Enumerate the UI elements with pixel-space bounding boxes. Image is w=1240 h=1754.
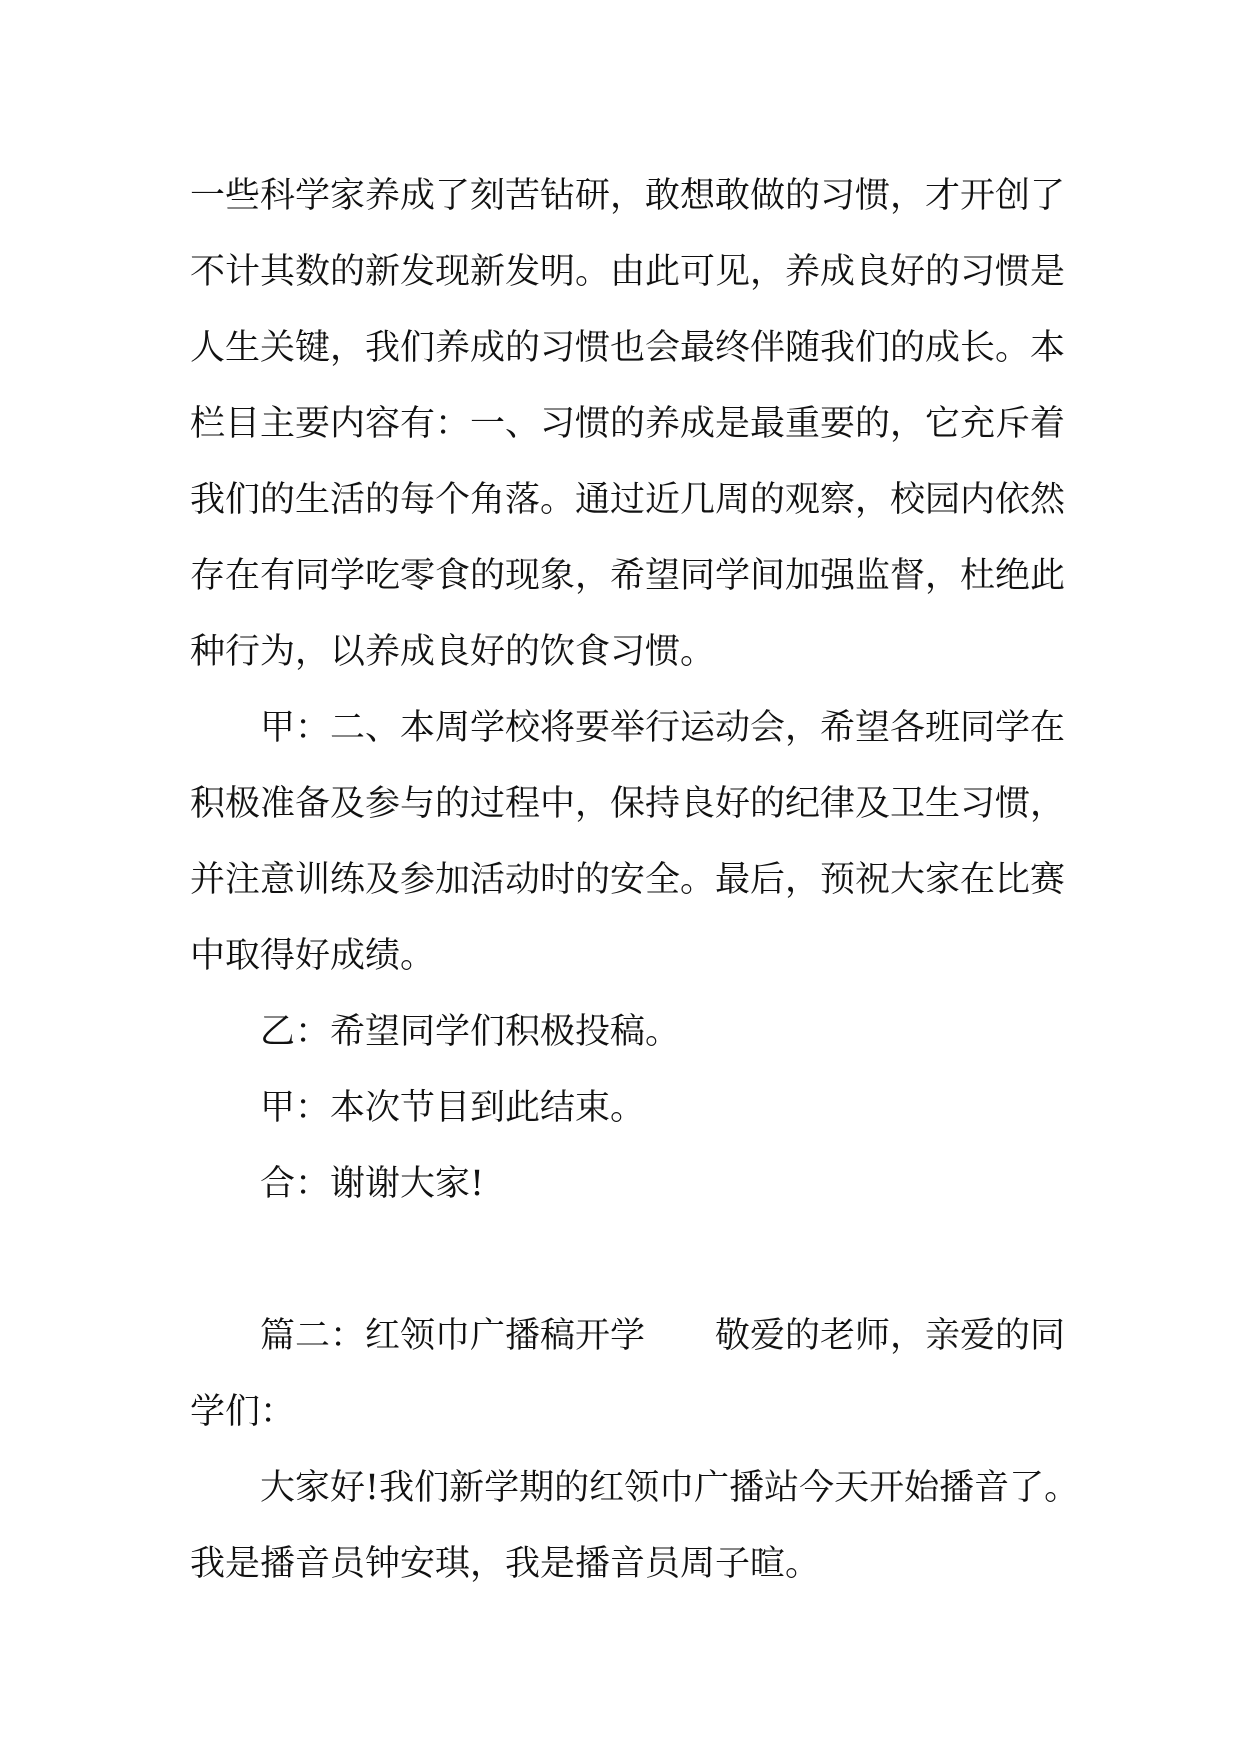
paragraph-line: 乙：希望同学们积极投稿。 bbox=[260, 1012, 681, 1052]
paragraph-line: 一些科学家养成了刻苦钻研，敢想敢做的习惯，才开创了 bbox=[190, 176, 1066, 216]
document-page bbox=[190, 158, 1080, 1602]
paragraph-line: 种行为，以养成良好的饮食习惯。 bbox=[190, 632, 716, 672]
section-title: 篇二：红领巾广播稿开学 bbox=[260, 1316, 646, 1356]
paragraph-line: 甲：二、本周学校将要举行运动会，希望各班同学在 bbox=[260, 708, 1066, 748]
paragraph-line: 我们的生活的每个角落。通过近几周的观察，校园内依然 bbox=[190, 480, 1066, 520]
paragraph-line: 甲：本次节目到此结束。 bbox=[260, 1088, 646, 1128]
blank-line bbox=[190, 1222, 1056, 1298]
paragraph-line: 学们： bbox=[190, 1392, 296, 1432]
paragraph-line: 不计其数的新发现新发明。由此可见，养成良好的习惯是 bbox=[190, 252, 1066, 292]
paragraph-line: 栏目主要内容有：一、习惯的养成是最重要的，它充斥着 bbox=[190, 404, 1066, 444]
paragraph-line: 积极准备及参与的过程中，保持良好的纪律及卫生习惯， bbox=[190, 784, 1066, 824]
paragraph-line: 大家好!我们新学期的红领巾广播站今天开始播音了。 bbox=[260, 1468, 1080, 1508]
paragraph-line: 并注意训练及参加活动时的安全。最后，预祝大家在比赛 bbox=[190, 860, 1066, 900]
paragraph-line: 合：谢谢大家! bbox=[260, 1164, 485, 1204]
paragraph-line: 我是播音员钟安琪，我是播音员周子暄。 bbox=[190, 1544, 821, 1584]
paragraph-line: 人生关键，我们养成的习惯也会最终伴随我们的成长。本 bbox=[190, 328, 1066, 368]
greeting: 敬爱的老师，亲爱的同 bbox=[715, 1316, 1066, 1356]
paragraph-line: 存在有同学吃零食的现象，希望同学间加强监督，杜绝此 bbox=[190, 556, 1066, 596]
paragraph-line: 中取得好成绩。 bbox=[190, 936, 436, 976]
section-heading-line bbox=[190, 1298, 1066, 1374]
